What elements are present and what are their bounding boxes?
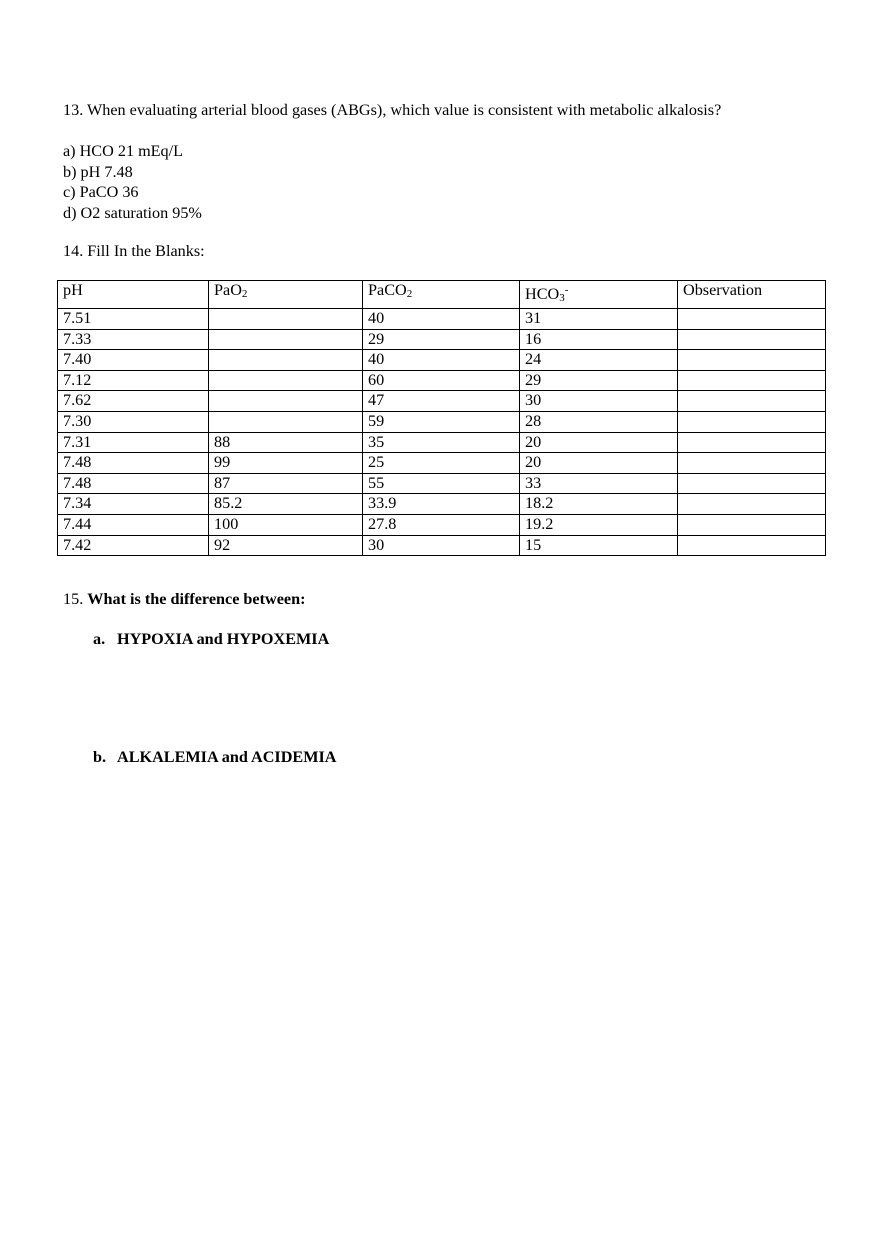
hco3-cell: 18.2 [520,494,678,515]
paco2-cell: 27.8 [363,514,520,535]
pao2-cell [209,350,363,371]
hco3-cell: 31 [520,309,678,330]
table-row [58,514,826,535]
question-15-number: 15. [63,590,84,608]
question-15 [63,589,305,609]
hco3-cell: 19.2 [520,514,678,535]
paco2-cell: 25 [363,453,520,474]
hco3-cell: 16 [520,329,678,350]
question-13: 13. When evaluating arterial blood gases (ABGs), which value is consistent with metabolic alkalosis? [63,101,722,119]
header-paco2-base: PaCO [368,281,407,299]
hco3-cell: 20 [520,453,678,474]
hco3-cell: 24 [520,350,678,371]
header-pao2 [209,281,363,309]
abg-table [57,280,826,556]
option-c: c) PaCO 36 [63,183,139,201]
table-row [58,391,826,412]
observation-cell [678,432,826,453]
part-b-text: ALKALEMIA and ACIDEMIA [117,748,337,766]
pao2-cell: 92 [209,535,363,556]
part-a-label: a. [93,630,106,648]
question-15-text: What is the difference between: [87,590,306,608]
pao2-cell [209,411,363,432]
paco2-cell: 59 [363,411,520,432]
pao2-cell: 100 [209,514,363,535]
question-13-options [63,141,202,223]
hco3-cell: 30 [520,391,678,412]
paco2-cell: 35 [363,432,520,453]
pao2-cell [209,370,363,391]
hco3-cell: 28 [520,411,678,432]
paco2-cell: 29 [363,329,520,350]
table-row [58,370,826,391]
observation-cell [678,350,826,371]
paco2-cell: 60 [363,370,520,391]
hco3-cell: 33 [520,473,678,494]
ph-cell: 7.40 [58,350,209,371]
observation-cell [678,329,826,350]
header-pao2-sub: 2 [241,288,248,300]
hco3-cell: 15 [520,535,678,556]
pao2-cell: 99 [209,453,363,474]
part-a-text: HYPOXIA and HYPOXEMIA [117,630,330,648]
paco2-cell: 33.9 [363,494,520,515]
observation-cell [678,473,826,494]
observation-cell [678,514,826,535]
part-b-label: b. [93,748,107,766]
pao2-cell: 88 [209,432,363,453]
table-row [58,535,826,556]
paco2-cell: 40 [363,309,520,330]
observation-cell [678,411,826,432]
hco3-cell: 20 [520,432,678,453]
table-row [58,453,826,474]
observation-cell [678,370,826,391]
option-a: a) HCO 21 mEq/L [63,142,184,160]
table-row [58,411,826,432]
paco2-cell: 40 [363,350,520,371]
pao2-cell [209,329,363,350]
header-observation: Observation [678,281,826,309]
option-b: b) pH 7.48 [63,162,133,181]
table-row [58,350,826,371]
ph-cell: 7.12 [58,370,209,391]
table-row [58,494,826,515]
header-hco3-sup: - [564,284,569,296]
table-row [58,473,826,494]
question-15-part-b [93,747,336,767]
ph-cell: 7.44 [58,514,209,535]
observation-cell [678,453,826,474]
question-15-part-a [93,629,329,649]
ph-cell: 7.31 [58,432,209,453]
ph-cell: 7.62 [58,391,209,412]
paco2-cell: 47 [363,391,520,412]
ph-cell: 7.51 [58,309,209,330]
header-hco3-base: HCO [525,285,560,303]
table-row [58,432,826,453]
ph-cell: 7.48 [58,473,209,494]
header-hco3-sub: 3 [559,292,565,304]
header-pao2-base: PaO [214,281,242,299]
ph-cell: 7.34 [58,494,209,515]
pao2-cell: 87 [209,473,363,494]
header-paco2-sub: 2 [406,288,413,300]
pao2-cell [209,309,363,330]
observation-cell [678,494,826,515]
paco2-cell: 30 [363,535,520,556]
ph-cell: 7.42 [58,535,209,556]
question-14-title: 14. Fill In the Blanks: [63,242,205,260]
option-d: d) O2 saturation 95% [63,203,202,222]
paco2-cell: 55 [363,473,520,494]
pao2-cell: 85.2 [209,494,363,515]
pao2-cell [209,391,363,412]
hco3-cell: 29 [520,370,678,391]
table-header-row [58,281,826,309]
ph-cell: 7.33 [58,329,209,350]
table-row [58,329,826,350]
observation-cell [678,309,826,330]
ph-cell: 7.30 [58,411,209,432]
observation-cell [678,535,826,556]
ph-cell: 7.48 [58,453,209,474]
table-row [58,309,826,330]
header-ph: pH [58,281,209,309]
observation-cell [678,391,826,412]
header-paco2 [363,281,520,309]
header-hco3 [520,281,678,309]
